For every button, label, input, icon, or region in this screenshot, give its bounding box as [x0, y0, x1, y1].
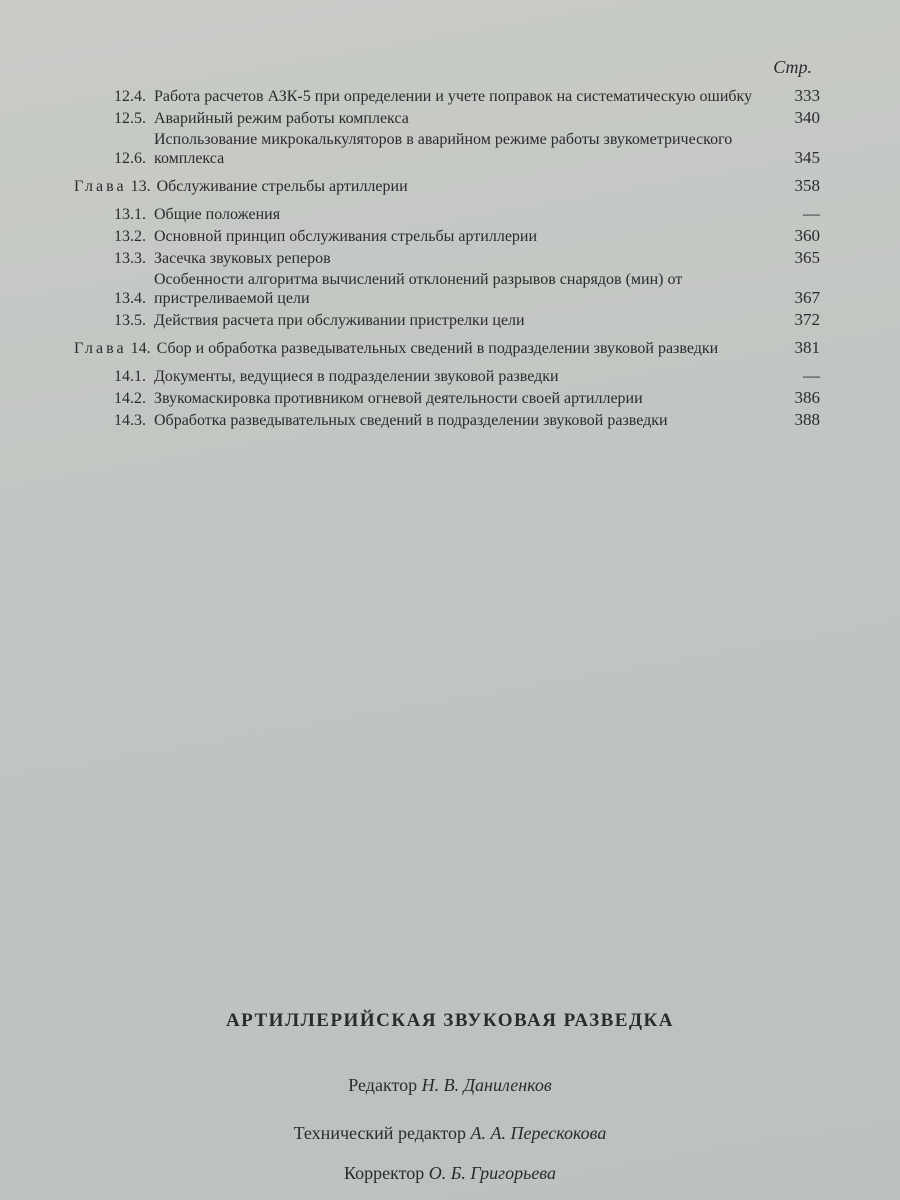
toc-entry-number: 13.2.	[114, 228, 146, 245]
toc-entry-number: 13.3.	[114, 250, 146, 267]
toc-entry-number: 13.1.	[114, 206, 146, 223]
toc-page-number: 386	[794, 388, 820, 407]
toc-entry-title: Общие положения	[154, 206, 281, 223]
toc-entry-title: Документы, ведущиеся в подразделении звуковой разведки	[154, 368, 559, 385]
book-title: АРТИЛЛЕРИЙСКАЯ ЗВУКОВАЯ РАЗВЕДКА	[225, 1010, 675, 1031]
toc-section	[74, 248, 820, 268]
proofreader-credit	[0, 1163, 900, 1184]
toc-entry-title: Сбор и обработка разведывательных сведений в подразделении звуковой разведки	[156, 340, 719, 357]
toc-chapter	[74, 338, 820, 358]
toc-page-number: 367	[794, 288, 820, 307]
proofreader-name: О. Б. Григорьева	[428, 1163, 556, 1183]
toc-entry-title: Особенности алгоритма вычислений отклонений разрывов снарядов (мин) от пристреливаемой цели	[154, 271, 683, 307]
toc-page-number: —	[803, 366, 820, 385]
chapter-number: 13.	[126, 178, 151, 195]
toc-chapter	[74, 176, 820, 196]
toc-page-number: 381	[794, 338, 820, 357]
toc-entry-number: 13.4.	[114, 290, 146, 307]
page-column-header: Стр.	[773, 57, 812, 77]
toc-section	[74, 226, 820, 246]
toc-section	[74, 86, 820, 106]
toc-page-number: 340	[794, 108, 820, 127]
toc-section	[74, 410, 820, 430]
toc-entry-title: Работа расчетов АЗК-5 при определении и учете поправок на систематическую ошибку	[154, 88, 753, 105]
chapter-label: Глава	[74, 340, 127, 357]
toc-entry-number: 12.6.	[114, 150, 146, 167]
toc-page-number: 333	[794, 86, 820, 105]
toc-page-number: —	[803, 204, 820, 223]
chapter-label: Глава	[74, 178, 127, 195]
toc-entry-number	[74, 177, 157, 196]
toc-section	[74, 108, 820, 128]
editor-credit	[0, 1075, 900, 1096]
toc-entry-number: 12.5.	[114, 110, 146, 127]
toc-entry-title: Аварийный режим работы комплекса	[154, 110, 409, 127]
toc-section	[74, 204, 820, 224]
tech-editor-credit	[0, 1123, 900, 1144]
toc-page-number: 372	[794, 310, 820, 329]
toc-entry-title: Обслуживание стрельбы артиллерии	[156, 178, 408, 195]
toc-section	[74, 366, 820, 386]
toc-entry-number: 14.1.	[114, 368, 146, 385]
table-of-contents	[74, 86, 820, 432]
toc-entry-number: 12.4.	[114, 88, 146, 105]
toc-page-number: 358	[794, 176, 820, 195]
toc-entry-number: 13.5.	[114, 312, 146, 329]
proofreader-role: Корректор	[344, 1163, 425, 1183]
tech-editor-name: А. А. Перескокова	[470, 1123, 607, 1143]
toc-entry-number: 14.3.	[114, 412, 146, 429]
toc-entry-title: Обработка разведывательных сведений в подразделении звуковой разведки	[154, 412, 668, 429]
chapter-number: 14.	[126, 340, 151, 357]
toc-section	[74, 388, 820, 408]
toc-entry-title: Звукомаскировка противником огневой деятельности своей артиллерии	[154, 390, 643, 407]
tech-editor-role: Технический редактор	[293, 1123, 466, 1143]
toc-entry-title: Использование микрокалькуляторов в аварийном режиме работы звукометрического комплекса	[154, 131, 733, 167]
editor-role: Редактор	[348, 1075, 418, 1095]
toc-section	[74, 130, 820, 168]
toc-page-number: 345	[794, 148, 820, 167]
toc-entry-title: Засечка звуковых реперов	[154, 250, 331, 267]
toc-page-number: 360	[794, 226, 820, 245]
toc-entry-title: Действия расчета при обслуживании пристрелки цели	[154, 312, 525, 329]
toc-entry-title: Основной принцип обслуживания стрельбы артиллерии	[154, 228, 538, 245]
toc-section	[74, 270, 820, 308]
editor-name: Н. В. Даниленков	[421, 1075, 552, 1095]
toc-page-number: 365	[794, 248, 820, 267]
toc-section	[74, 310, 820, 330]
toc-entry-number	[74, 339, 157, 358]
toc-entry-number: 14.2.	[114, 390, 146, 407]
toc-page-number: 388	[794, 410, 820, 429]
